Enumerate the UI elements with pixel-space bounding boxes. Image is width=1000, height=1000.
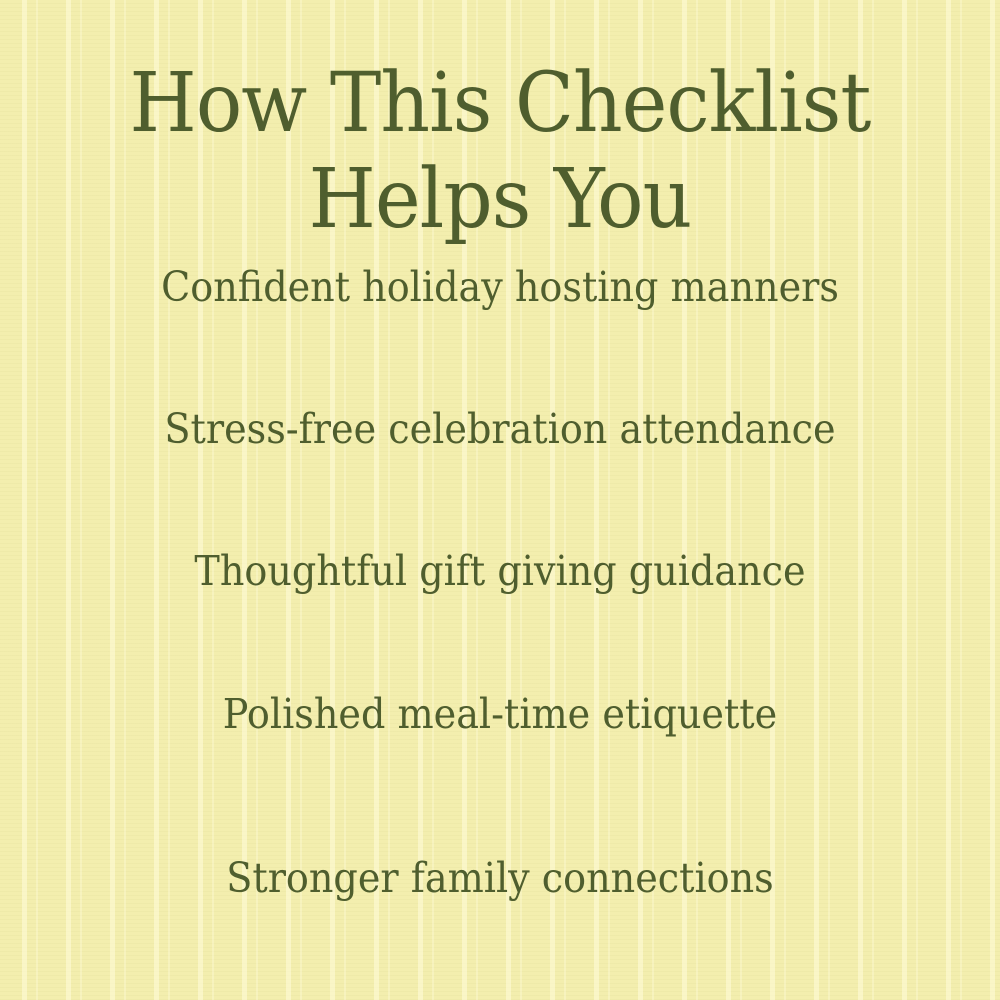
benefit-item-celebration: Stress-free celebration attendance bbox=[164, 405, 836, 453]
benefit-item-hosting: Confident holiday hosting manners bbox=[161, 263, 839, 311]
benefit-item-family: Stronger family connections bbox=[226, 854, 774, 902]
benefit-item-gift-giving: Thoughtful gift giving guidance bbox=[194, 547, 806, 595]
title-line-2: Helps You bbox=[308, 152, 692, 247]
benefit-item-meal-etiquette: Polished meal-time etiquette bbox=[222, 690, 778, 738]
page-title bbox=[30, 56, 970, 248]
title-line-1: How This Checklist bbox=[129, 56, 871, 151]
